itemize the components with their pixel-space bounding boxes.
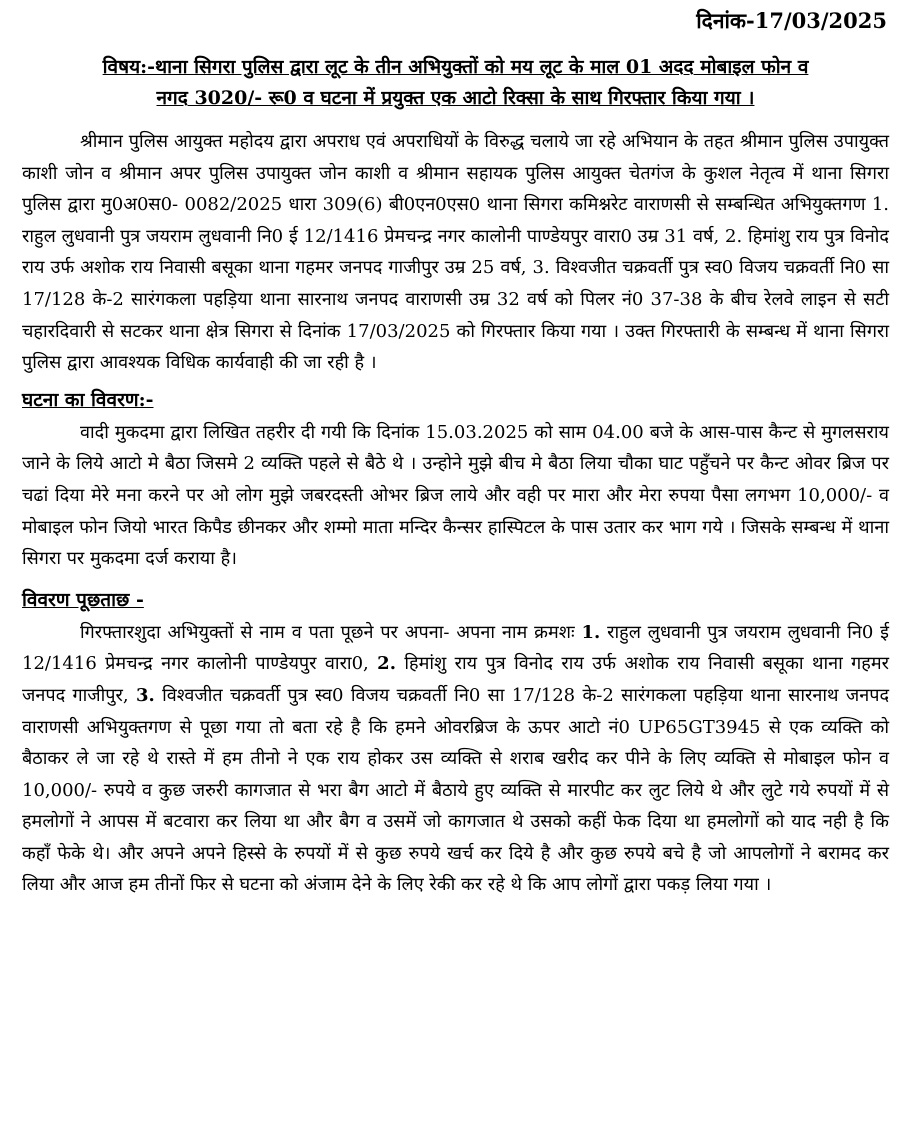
- incident-paragraph: [22, 417, 889, 575]
- interrogation-text-d: विश्वजीत चक्रवर्ती पुत्र स्व0 विजय चक्रवर्ती नि0 सा 17/128 के-2 सारंगकला पहड़िया थाना सारनाथ जनपद वाराणसी अभियुक्तगण से पूछा गया तो बता रहे है कि हमने ओवरब्रिज के ऊपर आटो नं0 UP65GT3945 से एक व्यक्ति को बैठाकर ले जा रहे थे रास्ते में हम तीनो ने एक राय होकर उस व्यक्ति से शराब खरीद कर पीने के लिए व्यक्ति से मोबाइल फोन व 10,000/- रुपये व कुछ जरुरी कागजात से भरा बैग आटो में बैठाये हुए व्यक्ति से मारपीट कर लुट लिये थे और लुटे गये रुपयों में से हमलोगों ने आपस में बटवारा कर लिया था और बैग व उसमें जो कागजात थे उसको कहीं फेक दिया था हमलोगों को याद नही है कि कहाँ फेके थे। और अपने अपने हिस्से के रुपयों में से कुछ रुपये खर्च कर दिये है और कुछ रुपये बचे है जो आपलोगों ने बरामद कर लिया और आज हम तीनों फिर से घटना को अंजाम देने के लिए रेकी कर रहे थे कि आप लोगों द्वारा पकड़ लिया गया ।: [22, 684, 889, 896]
- subject-line-1: विषय:-थाना सिगरा पुलिस द्वारा लूट के तीन अभियुक्तों को मय लूट के माल 01 अदद मोबाइल फोन व: [102, 56, 809, 78]
- subject-line-2: नगद 3020/- रू0 व घटना में प्रयुक्त एक आटो रिक्सा के साथ गिरफ्तार किया गया ।: [156, 87, 755, 109]
- accused-number-2: 2.: [377, 653, 396, 675]
- intro-paragraph: [22, 126, 889, 379]
- interrogation-heading: विवरण पूछताछ -: [22, 588, 144, 611]
- subject-block: [22, 52, 889, 114]
- accused-number-1: 1.: [581, 621, 601, 643]
- interrogation-paragraph: [22, 617, 889, 901]
- interrogation-text-c: हिमांशु राय पुत्र विनोद राय उर्फ अशोक राय निवासी बसूका थाना गहमर जनपद गाजीपुर,: [22, 653, 889, 706]
- document-date: दिनांक-17/03/2025: [696, 8, 887, 33]
- accused-number-3: 3.: [135, 684, 155, 706]
- incident-paragraph-text: वादी मुकदमा द्वारा लिखित तहरीर दी गयी कि दिनांक 15.03.2025 को साम 04.00 बजे के आस-पास कैन्ट से मुगलसराय जाने के लिये आटो मे बैठा जिसमे 2 व्यक्ति पहले से बैठे थे । उन्होने मुझे बीच मे बैठा लिया चौका घाट पहुँचने पर कैन्ट ओवर ब्रिज पर चढां दिया मेरे मना करने पर ओ लोग मुझे जबरदस्ती ओभर ब्रिज लाये और वही पर मारा और मेरा रुपया पैसा लगभग 10,000/- व मोबाइल फोन जियो भारत किपैड छीनकर और शम्मो माता मन्दिर कैन्सर हास्पिटल के पास उतार कर भाग गये । जिसके सम्बन्ध में थाना सिगरा पर मुकदमा दर्ज कराया है।: [22, 421, 889, 570]
- intro-paragraph-text: श्रीमान पुलिस आयुक्त महोदय द्वारा अपराध एवं अपराधियों के विरुद्ध चलाये जा रहे अभियान के तहत श्रीमान पुलिस उपायुक्त काशी जोन व श्रीमान अपर पुलिस उपायुक्त जोन काशी व श्रीमान सहायक पुलिस आयुक्त चेतगंज के कुशल नेतृत्व में थाना सिगरा पुलिस द्वारा मु0अ0स0- 0082/2025 धारा 309(6) बी0एन0एस0 थाना सिगरा कमिश्नरेट वाराणसी से सम्बन्धित अभियुक्तगण 1. राहुल लुधवानी पुत्र जयराम लुधवानी नि0 ई 12/1416 प्रेमचन्द्र नगर कालोनी पाण्डेयपुर वारा0 उम्र 31 वर्ष, 2. हिमांशु राय पुत्र विनोद राय उर्फ अशोक राय निवासी बसूका थाना गहमर जनपद गाजीपुर उम्र 25 वर्ष, 3. विश्वजीत चक्रवर्ती पुत्र स्व0 विजय चक्रवर्ती नि0 सा 17/128 के-2 सारंगकला पहड़िया थाना सारनाथ जनपद वाराणसी उम्र 32 वर्ष को पिलर नं0 37-38 के बीच रेलवे लाइन से सटी चहारदिवारी से सटकर थाना क्षेत्र सिगरा से दिनांक 17/03/2025 को गिरफ्तार किया गया । उक्त गिरफ्तारी के सम्बन्ध में थाना सिगरा पुलिस द्वारा आवश्यक विधिक कार्यवाही की जा रही है ।: [22, 131, 889, 374]
- interrogation-text-a: गिरफ्तारशुदा अभियुक्तों से नाम व पता पूछने पर अपना- अपना नाम क्रमशः: [80, 621, 582, 643]
- interrogation-text-b: राहुल लुधवानी पुत्र जयराम लुधवानी नि0 ई 12/1416 प्रेमचन्द्र नगर कालोनी पाण्डेयपुर वारा0,: [22, 621, 889, 675]
- incident-heading: घटना का विवरण:-: [22, 388, 154, 411]
